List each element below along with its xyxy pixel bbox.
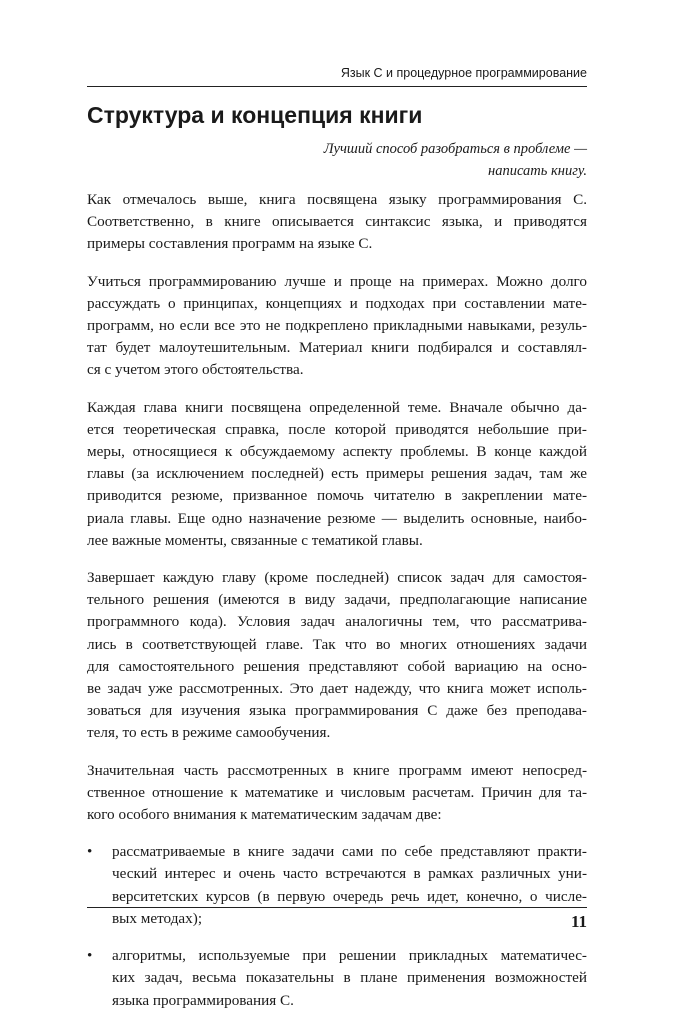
footer-rule (87, 907, 587, 908)
text-line: приводится резюме, призванное помочь читателю в закреплении мате- (87, 487, 587, 505)
text-line: Соответственно, в книге описывается синтаксис языка, и приводятся (87, 213, 587, 231)
text-line: рассуждать о принципах, концепциях и подходах при составлении мате- (87, 294, 587, 312)
epigraph (287, 138, 587, 182)
text-line: примеры составления программ на языке C. (87, 235, 373, 253)
text-line: главы (за исключением последней) есть примеры решения задач, там же (87, 465, 587, 483)
text-line: программ, но если все это не подкреплено прикладными навыками, резуль- (87, 317, 587, 335)
text-line: Каждая глава книги посвящена определенной теме. Вначале обычно да- (87, 398, 587, 416)
text-line: ких задач, весьма показательны в плане применения возможностей (112, 969, 587, 987)
text-line: зоваться для изучения языка программирования C даже без преподава- (87, 702, 587, 720)
text-line: ется теоретическая справка, после которой приводятся небольшие при- (87, 420, 587, 438)
text-line: тельного решения (имеются в виду задачи, предполагающие написание (87, 591, 587, 609)
text-line: ческий интерес и очень часто встречаются в рамках различных уни- (112, 865, 587, 883)
text-line: Завершает каждую главу (кроме последней) список задач для самостоя- (87, 569, 587, 587)
list-item (87, 945, 587, 1012)
paragraph (87, 397, 587, 552)
text-line: алгоритмы, используемые при решении прикладных математичес- (112, 947, 587, 965)
paragraph (87, 189, 587, 256)
running-head: Язык C и процедурное программирование (340, 66, 587, 80)
epigraph-line: написать книгу. (488, 163, 587, 179)
paragraph (87, 271, 587, 382)
text-line: Учиться программированию лучше и проще на примерах. Можно долго (87, 272, 587, 290)
paragraph (87, 567, 587, 745)
section-title: Структура и концепция книги (87, 102, 423, 128)
text-line: Как отмечалось выше, книга посвящена языку программирования C. (87, 191, 587, 208)
list-item (87, 841, 587, 930)
paragraph (87, 760, 587, 827)
text-line: кого особого внимания к математическим задачам две: (87, 806, 442, 824)
text-line: для самостоятельного решения представляют собой вариацию на осно- (87, 657, 587, 675)
text-line: лись в соответствующей главе. Так что во многих отношениях задачи (87, 635, 587, 653)
text-line: рассматриваемые в книге задачи сами по себе представляют практи- (112, 843, 587, 861)
text-line: ственное отношение к математике и числовым расчетам. Причин для та- (87, 783, 587, 801)
text-line: Значительная часть рассмотренных в книге программ имеют непосред- (87, 761, 587, 779)
body-text (87, 189, 587, 1027)
page-number: 11 (570, 912, 587, 931)
text-line: ве задач уже рассмотренных. Это дает надежду, что книга может исполь- (87, 680, 587, 698)
text-line: меры, относящиеся к обсуждаемому аспекту проблемы. В конце каждой (87, 443, 587, 461)
text-line: теля, то есть в режиме самообучения. (87, 724, 331, 742)
text-line: лее важные моменты, связанные с тематикой главы. (87, 531, 423, 549)
epigraph-line: Лучший способ разобраться в проблеме — (323, 141, 587, 157)
text-line: тат будет малоутешительным. Материал книги подбирался и составлял- (87, 339, 587, 357)
text-line: языка программирования C. (112, 991, 294, 1009)
text-line: вых методах); (112, 909, 203, 927)
book-page (87, 0, 587, 1009)
text-line: программного кода). Условия задач аналогичны тем, что рассматрива- (87, 613, 587, 631)
text-line: верситетских курсов (в первую очередь речь идет, конечно, о числе- (112, 887, 587, 905)
bullet-mark: • (87, 947, 93, 965)
text-line: риала главы. Еще одно назначение резюме — выделить основные, наибо- (87, 509, 587, 527)
text-line: ся с учетом этого обстоятельства. (87, 361, 304, 379)
bullet-mark: • (87, 843, 93, 861)
header-rule (87, 86, 587, 87)
